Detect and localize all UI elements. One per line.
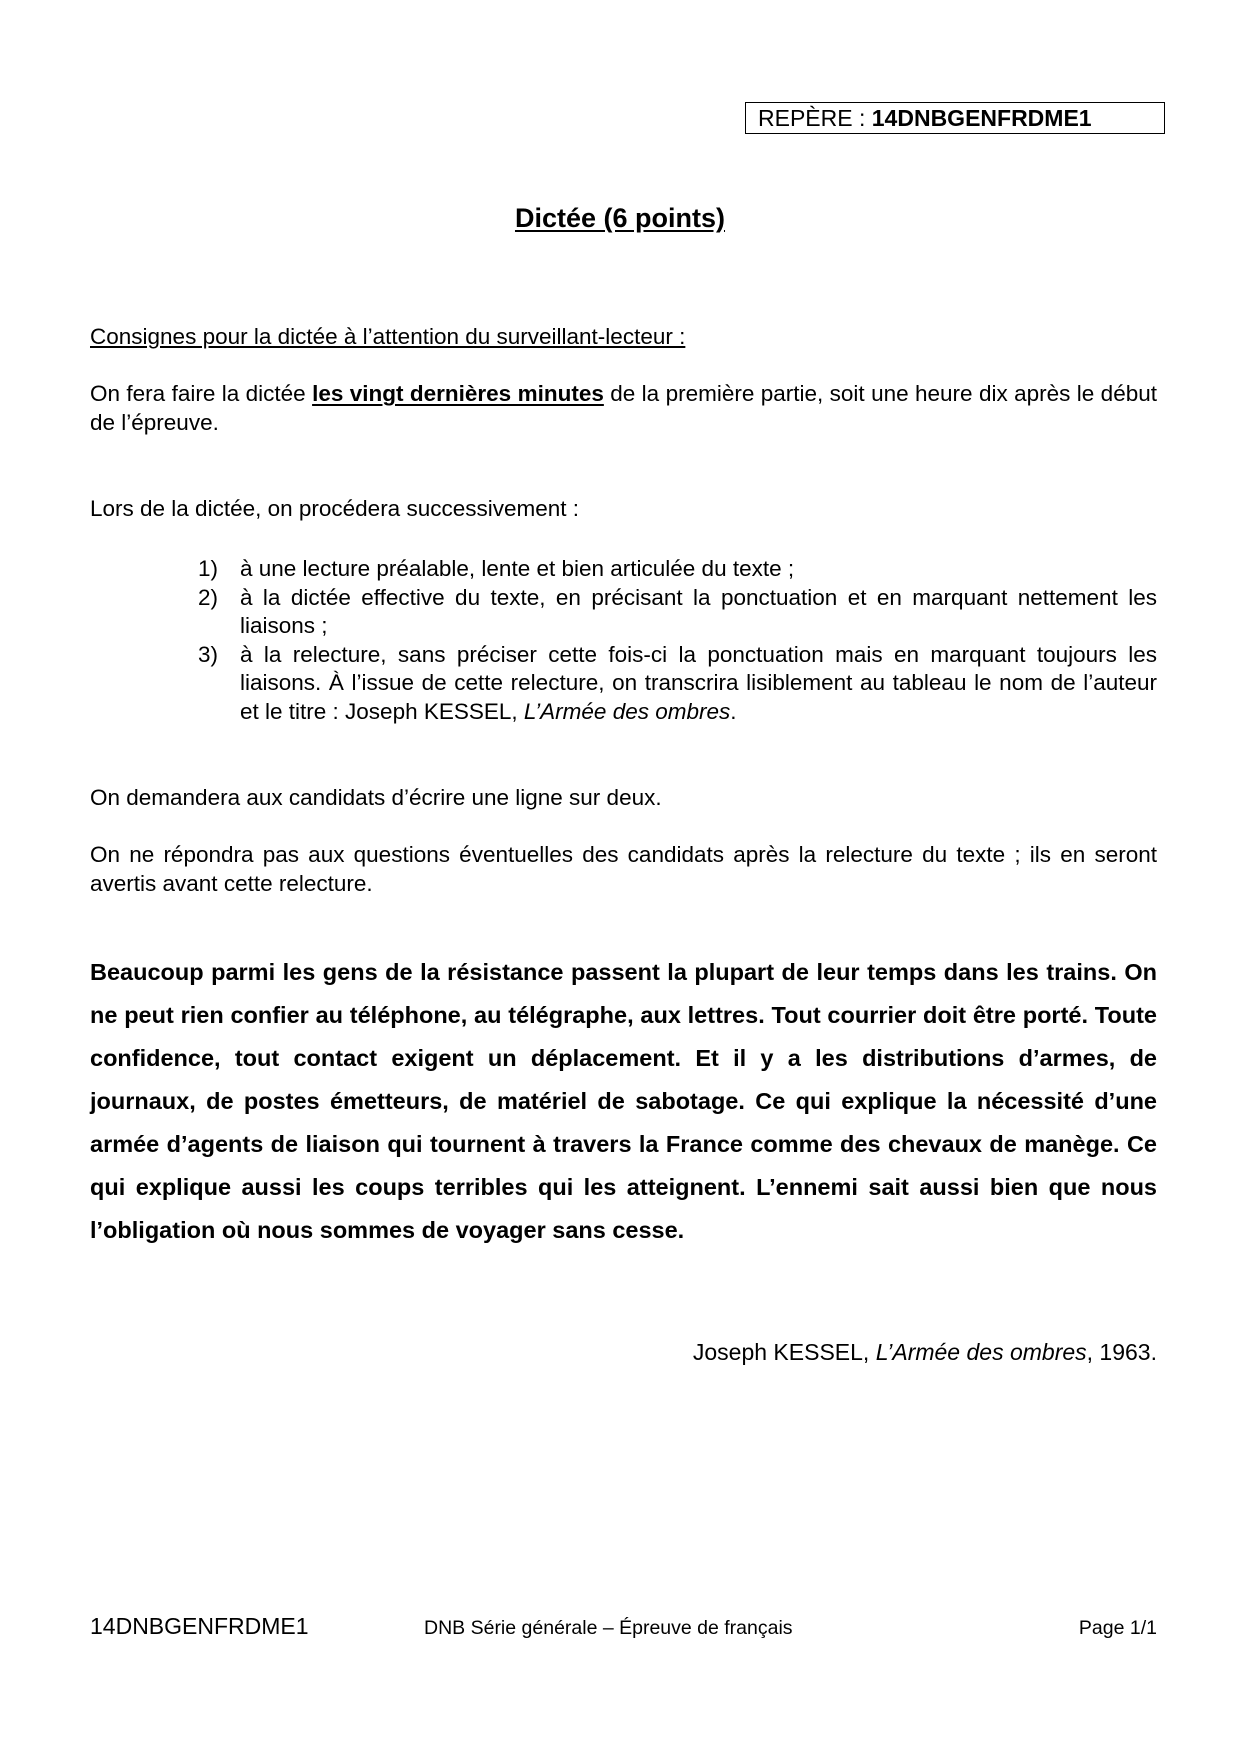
- consignes-paragraph-4: On ne répondra pas aux questions éventuelles des candidats après la relecture du texte ; ils en seront avertis avant cette relecture.: [90, 842, 1157, 896]
- citation-author: Joseph KESSEL,: [692, 1339, 876, 1365]
- step-work-title: L’Armée des ombres: [523, 698, 731, 724]
- list-item: [198, 584, 1157, 641]
- step-number: 1): [198, 556, 219, 581]
- consignes-heading: Consignes pour la dictée à l’attention du surveillant-lecteur :: [90, 324, 686, 349]
- step-text: à une lecture préalable, lente et bien articulée du texte ;: [240, 556, 795, 581]
- repere-box: [745, 102, 1165, 134]
- citation-work: L’Armée des ombres: [875, 1339, 1087, 1365]
- step-end: .: [730, 698, 737, 724]
- citation-year: , 1963.: [1086, 1339, 1157, 1365]
- page-title: Dictée (6 points): [514, 203, 726, 233]
- consignes-p1-emphasis: les vingt dernières minutes: [312, 381, 604, 406]
- footer-code: 14DNBGENFRDME1: [90, 1613, 309, 1639]
- citation: [693, 1339, 1157, 1366]
- consignes-p1-before: On fera faire la dictée: [90, 381, 313, 406]
- consignes-paragraph-1: [90, 379, 1157, 437]
- consignes-paragraph-2: Lors de la dictée, on procédera successivement :: [90, 496, 580, 521]
- footer-page: Page 1/1: [1078, 1617, 1157, 1639]
- step-number: 2): [198, 584, 219, 610]
- consignes-p1-after: de la première partie, soit une heure dix après le début de l’épreuve.: [90, 381, 1157, 435]
- footer-center: DNB Série générale – Épreuve de français: [424, 1617, 793, 1639]
- repere-label: REPÈRE :: [758, 105, 872, 131]
- dictee-text: Beaucoup parmi les gens de la résistance passent la plupart de leur temps dans les trains. On ne peut rien confier au téléphone, au télégraphe, aux lettres. Tout courrier doit être porté. Toute confidence, tout contact exigent un déplacement. Et il y a les distributions d’armes, de journaux, de postes émetteurs, de matériel de sabotage. Ce qui explique la nécessité d’une armée d’agents de liaison qui tournent à travers la France comme des chevaux de manège. Ce qui explique aussi les coups terribles qui les atteignent. L’ennemi sait aussi bien que nous l’obligation où nous sommes de voyager sans cesse.: [90, 959, 1157, 1243]
- steps-list: [198, 555, 1157, 726]
- repere-code: 14DNBGENFRDME1: [871, 105, 1092, 131]
- list-item: [198, 641, 1157, 727]
- step-text: à la relecture, sans préciser cette fois-ci la ponctuation mais en marquant toujours les liaisons. À l’issue de cette relecture, on transcrira lisiblement au tableau le nom de l’auteur et le titre : Joseph KESSEL,: [240, 641, 1157, 724]
- step-number: 3): [198, 641, 219, 667]
- list-item: [198, 555, 1157, 584]
- consignes-paragraph-3: On demandera aux candidats d’écrire une ligne sur deux.: [90, 785, 662, 810]
- step-text: à la dictée effective du texte, en précisant la ponctuation et en marquant nettement les liaisons ;: [240, 584, 1157, 638]
